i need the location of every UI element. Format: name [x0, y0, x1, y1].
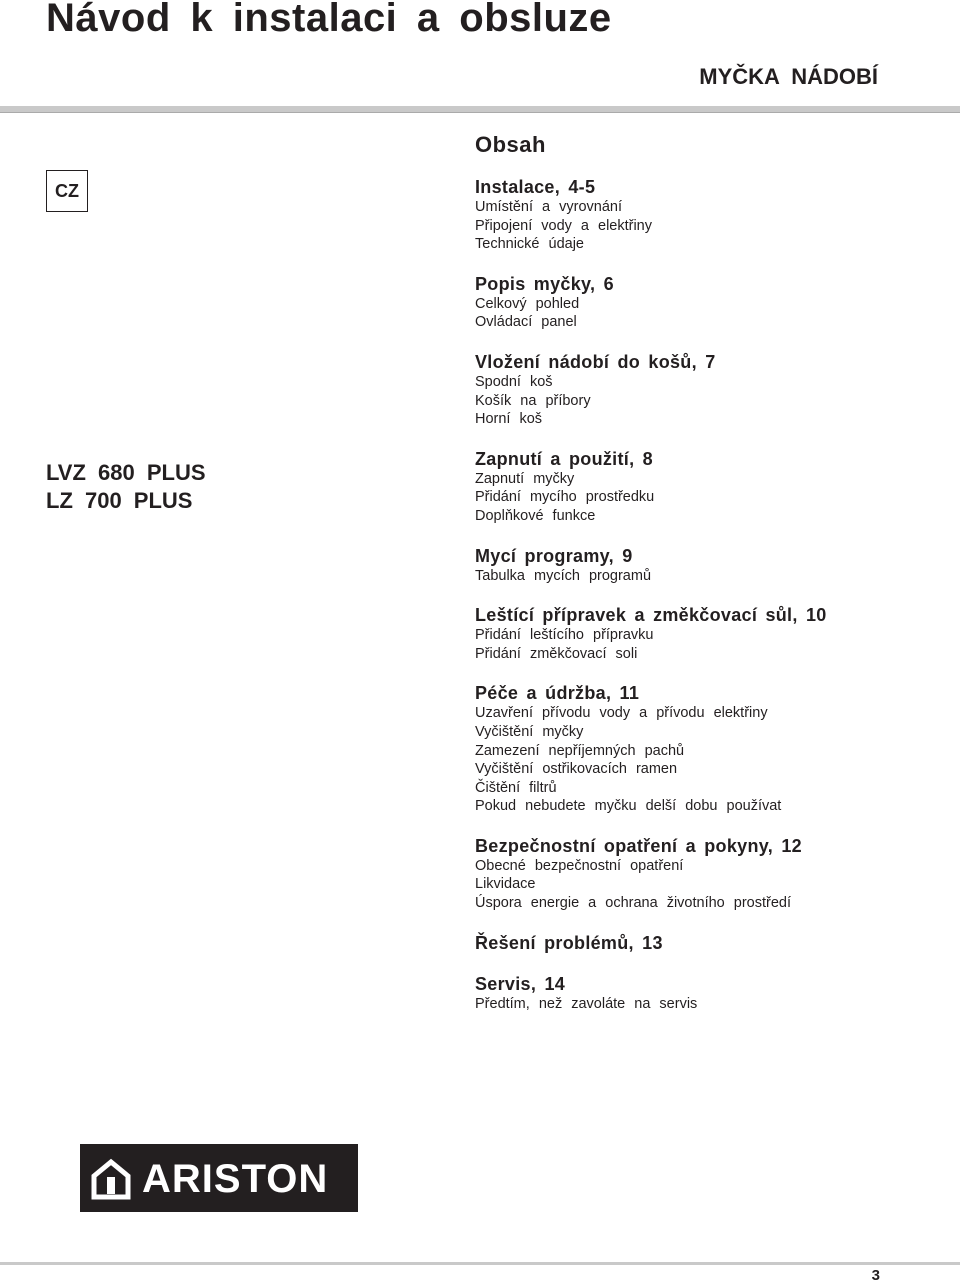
- toc-section-item: Zapnutí myčky: [475, 470, 575, 487]
- toc-section: [475, 604, 945, 663]
- toc-section: [475, 932, 945, 954]
- toc-section-item: Horní koš: [475, 411, 543, 428]
- toc-section: [475, 176, 945, 254]
- toc-section-item: Připojení vody a elektřiny: [475, 217, 652, 234]
- toc-section-title: Zapnutí a použití, 8: [475, 448, 653, 469]
- toc-section-item: Přidání mycího prostředku: [475, 489, 655, 506]
- toc-section-item: Předtím, než zavoláte na servis: [475, 995, 698, 1012]
- toc-section-item: Čištění filtrů: [475, 779, 557, 796]
- toc-section-title: Bezpečnostní opatření a pokyny, 12: [475, 835, 802, 856]
- model-name: LVZ 680 PLUS: [46, 460, 206, 485]
- model-name: LZ 700 PLUS: [46, 488, 193, 513]
- toc-section: [475, 835, 945, 913]
- toc-section-title: Řešení problémů, 13: [475, 932, 663, 953]
- page-number: 3: [871, 1267, 880, 1284]
- table-of-contents: [475, 132, 945, 1032]
- toc-section-item: Celkový pohled: [475, 295, 580, 312]
- toc-section-item: Zamezení nepříjemných pachů: [475, 742, 685, 759]
- toc-section-item: Ovládací panel: [475, 314, 577, 331]
- toc-section-title: Péče a údržba, 11: [475, 683, 640, 704]
- toc-section: [475, 448, 945, 526]
- toc-section-item: Uzavření přívodu vody a přívodu elektřiny: [475, 705, 768, 722]
- toc-section-item: Přidání změkčovací soli: [475, 645, 638, 662]
- toc-section: [475, 545, 945, 586]
- toc-section: [475, 682, 945, 816]
- toc-sections: [475, 176, 945, 1013]
- toc-section-title: Instalace, 4-5: [475, 177, 596, 197]
- toc-section-item: Obecné bezpečnostní opatření: [475, 857, 684, 874]
- header-rule: [0, 106, 960, 113]
- toc-section-item: Košík na příbory: [475, 392, 591, 409]
- toc-section: [475, 351, 945, 429]
- document-title: Návod k instalaci a obsluze: [46, 0, 612, 40]
- toc-section-title: Servis, 14: [475, 973, 566, 994]
- toc-section: [475, 273, 945, 332]
- toc-section-title: Popis myčky, 6: [475, 273, 614, 294]
- toc-section-item: Umístění a vyrovnání: [475, 199, 622, 215]
- toc-section-item: Spodní koš: [475, 373, 553, 390]
- ariston-house-icon: [80, 1144, 142, 1212]
- toc-section-item: Přidání leštícího přípravku: [475, 627, 654, 644]
- toc-section-title: Leštící přípravek a změkčovací sůl, 10: [475, 605, 827, 626]
- ariston-logo: [80, 1144, 358, 1212]
- toc-section-title: Vložení nádobí do košů, 7: [475, 351, 716, 372]
- toc-section-item: Technické údaje: [475, 236, 584, 253]
- toc-section-item: Pokud nebudete myčku delší dobu používat: [475, 798, 782, 815]
- toc-section-item: Úspora energie a ochrana životního prostředí: [475, 895, 791, 912]
- toc-section-item: Likvidace: [475, 876, 536, 893]
- toc-heading: Obsah: [475, 132, 546, 157]
- toc-section-item: Doplňkové funkce: [475, 507, 596, 524]
- language-badge: CZ: [46, 170, 88, 212]
- toc-section: [475, 973, 945, 1014]
- toc-section-item: Tabulka mycích programů: [475, 567, 652, 584]
- footer-rule: [0, 1262, 960, 1265]
- logo-wordmark: ARISTON: [142, 1157, 329, 1201]
- toc-section-title: Mycí programy, 9: [475, 545, 633, 566]
- toc-section-item: Vyčištění ostřikovacích ramen: [475, 761, 678, 778]
- model-list: [46, 459, 206, 515]
- document-subtitle: MYČKA NÁDOBÍ: [699, 64, 878, 89]
- toc-section-item: Vyčištění myčky: [475, 723, 584, 740]
